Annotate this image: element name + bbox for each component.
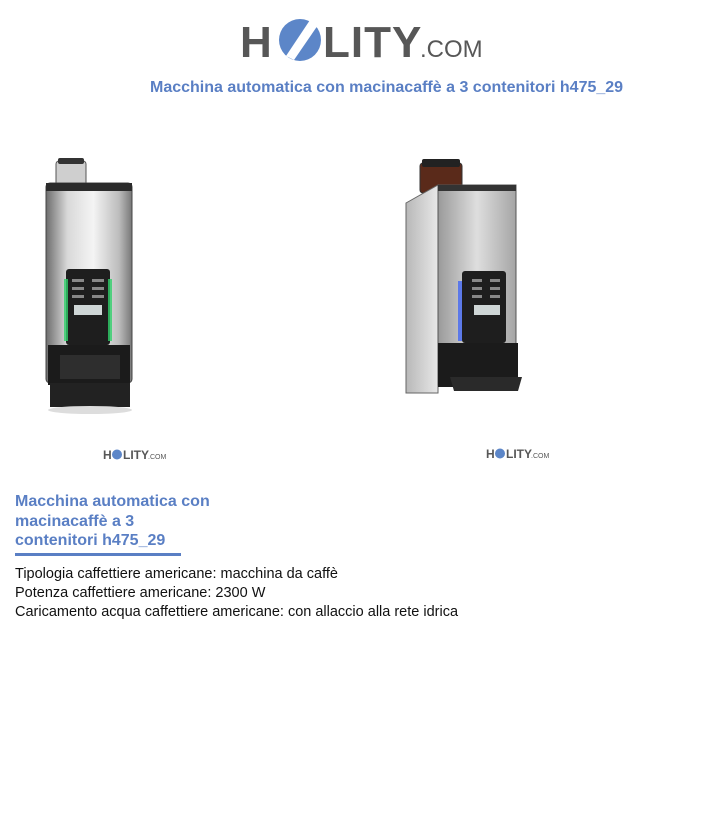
logo-o-icon [279, 19, 321, 61]
title-underline [15, 553, 181, 556]
product-specs [15, 565, 459, 622]
svg-text:.COM: .COM [531, 453, 550, 460]
product-title-line: Macchina automatica con [15, 493, 210, 510]
product-image-side[interactable] [400, 155, 530, 400]
svg-text:H: H [103, 448, 112, 462]
svg-text:LITY: LITY [323, 18, 423, 67]
product-title-line: contenitori h475_29 [15, 532, 166, 549]
svg-text:LITY: LITY [123, 448, 149, 462]
spec-power: Potenza caffettiere americane: 2300 W [15, 585, 266, 601]
svg-text:.COM: .COM [420, 36, 483, 63]
holity-watermark-right [486, 446, 550, 462]
page-title: Macchina automatica con macinacaffè a 3 contenitori h475_29 [150, 79, 624, 96]
svg-text:LITY: LITY [506, 447, 532, 461]
holity-logo[interactable] [240, 12, 490, 67]
product-image-front[interactable] [40, 155, 140, 420]
holity-watermark-left [103, 447, 167, 463]
product-title [15, 492, 225, 551]
svg-text:H: H [486, 447, 495, 461]
svg-text:.COM: .COM [148, 454, 167, 461]
spec-type: Tipologia caffettiere americane: macchina da caffè [15, 566, 338, 582]
holity-logo-graphic [240, 12, 490, 67]
svg-text:H: H [240, 18, 272, 67]
spec-water: Caricamento acqua caffettiere americane: con allaccio alla rete idrica [15, 604, 459, 620]
product-title-line: macinacaffè a 3 [15, 512, 135, 530]
